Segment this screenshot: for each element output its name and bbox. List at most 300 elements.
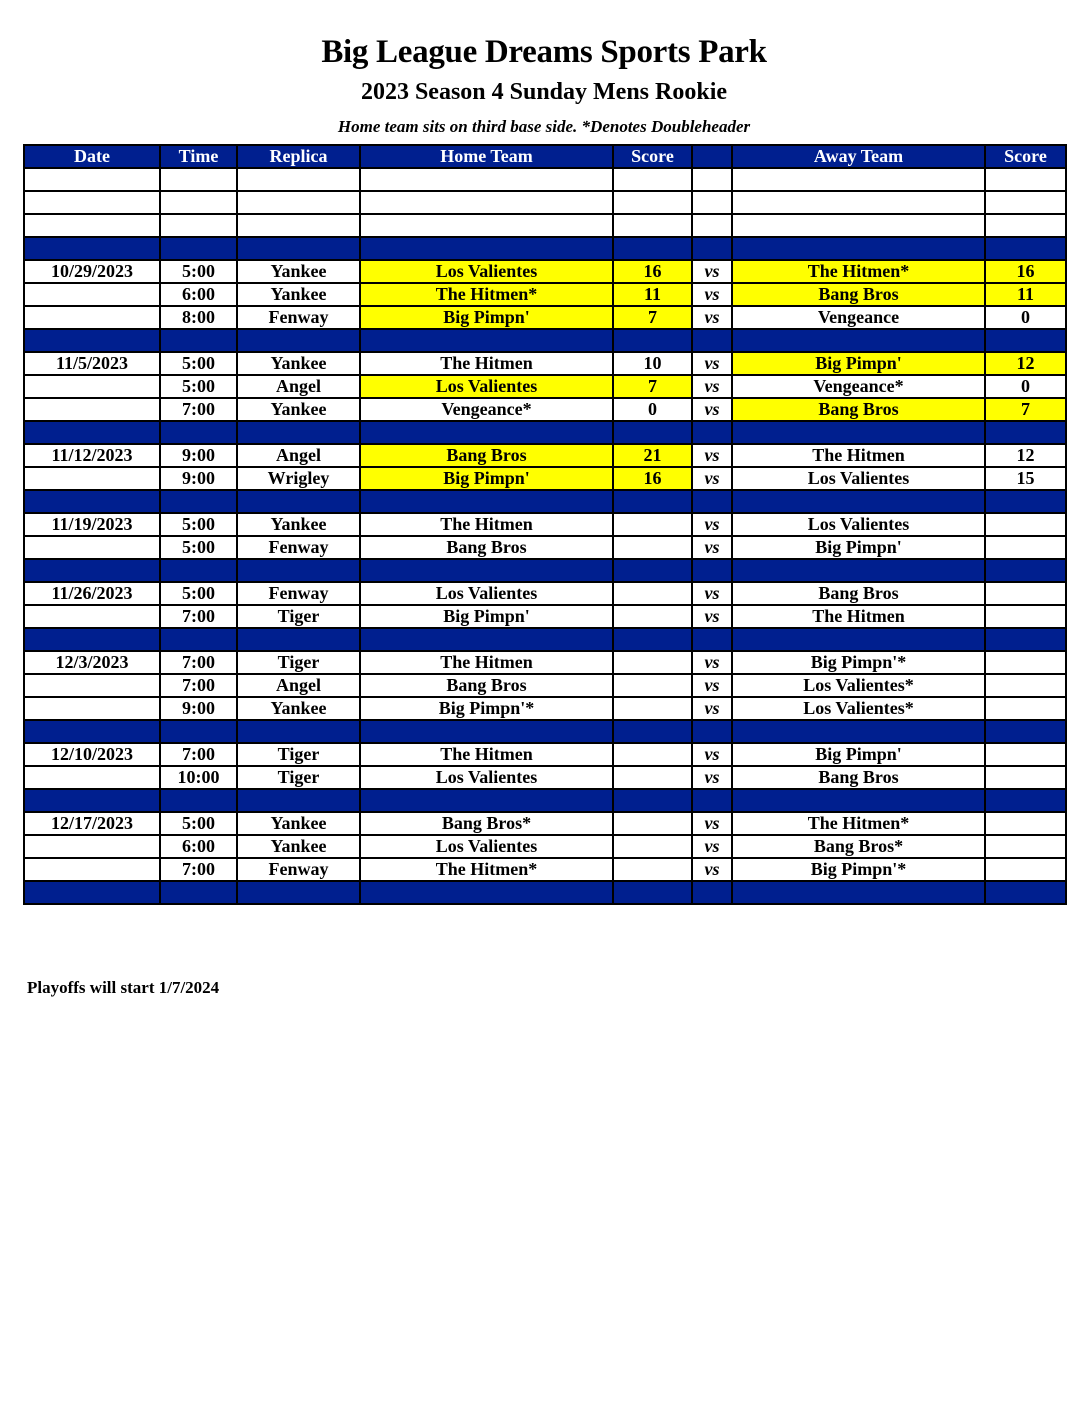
time-cell: 9:00: [160, 444, 237, 467]
vs-cell: vs: [692, 467, 732, 490]
home-score-cell: 0: [613, 398, 692, 421]
away-team-cell: Bang Bros: [732, 766, 985, 789]
separator-cell: [24, 789, 160, 812]
separator-cell: [24, 329, 160, 352]
col-header-home-score: Score: [613, 145, 692, 168]
home-team-cell: Big Pimpn': [360, 306, 613, 329]
game-row: [24, 467, 1066, 490]
home-score-cell: [613, 766, 692, 789]
separator-cell: [985, 628, 1066, 651]
separator-cell: [160, 789, 237, 812]
separator-cell: [692, 421, 732, 444]
away-score-cell: 16: [985, 260, 1066, 283]
home-score-cell: 16: [613, 467, 692, 490]
game-row: [24, 306, 1066, 329]
time-cell: 8:00: [160, 306, 237, 329]
game-row: [24, 743, 1066, 766]
away-team-cell: [732, 191, 985, 214]
separator-cell: [692, 720, 732, 743]
home-team-cell: Los Valientes: [360, 260, 613, 283]
vs-cell: vs: [692, 605, 732, 628]
vs-cell: vs: [692, 398, 732, 421]
replica-cell: Fenway: [237, 582, 360, 605]
vs-cell: vs: [692, 513, 732, 536]
col-header-vs: [692, 145, 732, 168]
away-team-cell: Big Pimpn': [732, 352, 985, 375]
date-cell: [24, 835, 160, 858]
away-score-cell: 12: [985, 352, 1066, 375]
time-cell: 5:00: [160, 375, 237, 398]
time-cell: 6:00: [160, 835, 237, 858]
separator-cell: [985, 881, 1066, 904]
game-row: [24, 214, 1066, 237]
week-separator-row: [24, 421, 1066, 444]
separator-cell: [732, 720, 985, 743]
replica-cell: Tiger: [237, 766, 360, 789]
separator-cell: [237, 490, 360, 513]
away-score-cell: [985, 582, 1066, 605]
separator-cell: [237, 789, 360, 812]
home-team-note: Home team sits on third base side. *Denotes Doubleheader: [337, 117, 751, 136]
home-score-cell: [613, 651, 692, 674]
away-score-cell: 7: [985, 398, 1066, 421]
time-cell: 5:00: [160, 812, 237, 835]
date-cell: [24, 306, 160, 329]
away-score-cell: [985, 743, 1066, 766]
away-team-cell: The Hitmen*: [732, 260, 985, 283]
separator-cell: [985, 329, 1066, 352]
away-team-cell: Big Pimpn'*: [732, 651, 985, 674]
game-row: [24, 605, 1066, 628]
game-row: [24, 398, 1066, 421]
date-cell: 10/29/2023: [24, 260, 160, 283]
vs-cell: vs: [692, 260, 732, 283]
vs-cell: vs: [692, 536, 732, 559]
replica-cell: [237, 191, 360, 214]
separator-cell: [360, 237, 613, 260]
away-team-cell: Los Valientes: [732, 467, 985, 490]
col-header-date: Date: [24, 145, 160, 168]
separator-cell: [613, 237, 692, 260]
separator-cell: [360, 628, 613, 651]
time-cell: 7:00: [160, 605, 237, 628]
vs-cell: vs: [692, 283, 732, 306]
separator-cell: [24, 628, 160, 651]
date-cell: [24, 605, 160, 628]
home-team-cell: Big Pimpn'*: [360, 697, 613, 720]
date-cell: [24, 674, 160, 697]
separator-cell: [360, 329, 613, 352]
away-score-cell: [985, 697, 1066, 720]
separator-cell: [237, 421, 360, 444]
time-cell: 7:00: [160, 398, 237, 421]
vs-cell: [692, 214, 732, 237]
replica-cell: Yankee: [237, 283, 360, 306]
time-cell: 5:00: [160, 260, 237, 283]
away-team-cell: Vengeance: [732, 306, 985, 329]
separator-cell: [24, 490, 160, 513]
separator-cell: [237, 720, 360, 743]
home-team-cell: The Hitmen: [360, 513, 613, 536]
time-cell: 9:00: [160, 697, 237, 720]
week-separator-row: [24, 628, 1066, 651]
replica-cell: Yankee: [237, 398, 360, 421]
separator-cell: [732, 329, 985, 352]
game-row: [24, 651, 1066, 674]
time-cell: 5:00: [160, 536, 237, 559]
separator-cell: [160, 329, 237, 352]
separator-cell: [732, 628, 985, 651]
vs-cell: vs: [692, 835, 732, 858]
home-team-cell: Vengeance*: [360, 398, 613, 421]
separator-cell: [360, 490, 613, 513]
away-team-cell: [732, 168, 985, 191]
separator-cell: [360, 881, 613, 904]
date-cell: 11/19/2023: [24, 513, 160, 536]
vs-cell: vs: [692, 352, 732, 375]
separator-cell: [237, 237, 360, 260]
time-cell: 5:00: [160, 582, 237, 605]
playoffs-note: Playoffs will start 1/7/2024: [27, 978, 220, 997]
separator-cell: [613, 628, 692, 651]
away-score-cell: 11: [985, 283, 1066, 306]
separator-cell: [160, 559, 237, 582]
separator-cell: [237, 881, 360, 904]
date-cell: 12/10/2023: [24, 743, 160, 766]
separator-cell: [24, 559, 160, 582]
week-separator-row: [24, 720, 1066, 743]
away-team-cell: Los Valientes*: [732, 697, 985, 720]
separator-cell: [692, 490, 732, 513]
game-row: [24, 191, 1066, 214]
home-score-cell: [613, 858, 692, 881]
replica-cell: Fenway: [237, 306, 360, 329]
date-cell: [24, 375, 160, 398]
away-team-cell: Bang Bros*: [732, 835, 985, 858]
away-score-cell: 12: [985, 444, 1066, 467]
away-team-cell: [732, 214, 985, 237]
home-team-cell: Los Valientes: [360, 766, 613, 789]
away-score-cell: [985, 536, 1066, 559]
schedule-body: [24, 168, 1066, 904]
away-score-cell: [985, 651, 1066, 674]
away-score-cell: 0: [985, 306, 1066, 329]
home-score-cell: [613, 743, 692, 766]
game-row: [24, 375, 1066, 398]
replica-cell: Fenway: [237, 858, 360, 881]
separator-cell: [985, 559, 1066, 582]
vs-cell: vs: [692, 858, 732, 881]
vs-cell: vs: [692, 651, 732, 674]
separator-cell: [237, 329, 360, 352]
separator-cell: [360, 421, 613, 444]
separator-cell: [985, 421, 1066, 444]
replica-cell: Yankee: [237, 260, 360, 283]
week-separator-row: [24, 329, 1066, 352]
home-team-cell: [360, 191, 613, 214]
vs-cell: vs: [692, 697, 732, 720]
replica-cell: Yankee: [237, 352, 360, 375]
replica-cell: [237, 168, 360, 191]
separator-cell: [613, 559, 692, 582]
date-cell: 12/3/2023: [24, 651, 160, 674]
game-row: [24, 858, 1066, 881]
separator-cell: [237, 628, 360, 651]
separator-cell: [732, 421, 985, 444]
away-score-cell: [985, 766, 1066, 789]
home-score-cell: 16: [613, 260, 692, 283]
week-separator-row: [24, 789, 1066, 812]
home-score-cell: 21: [613, 444, 692, 467]
separator-cell: [160, 881, 237, 904]
replica-cell: Yankee: [237, 513, 360, 536]
separator-cell: [692, 237, 732, 260]
game-row: [24, 260, 1066, 283]
separator-cell: [360, 789, 613, 812]
replica-cell: Tiger: [237, 651, 360, 674]
separator-cell: [613, 720, 692, 743]
separator-cell: [613, 881, 692, 904]
replica-cell: Yankee: [237, 697, 360, 720]
home-score-cell: 7: [613, 375, 692, 398]
away-score-cell: [985, 191, 1066, 214]
home-score-cell: [613, 513, 692, 536]
home-team-cell: Bang Bros: [360, 674, 613, 697]
replica-cell: Angel: [237, 674, 360, 697]
game-row: [24, 513, 1066, 536]
home-team-cell: [360, 214, 613, 237]
time-cell: 7:00: [160, 674, 237, 697]
away-team-cell: The Hitmen*: [732, 812, 985, 835]
replica-cell: Yankee: [237, 835, 360, 858]
replica-cell: [237, 214, 360, 237]
vs-cell: vs: [692, 582, 732, 605]
col-header-away-score: Score: [985, 145, 1066, 168]
separator-cell: [692, 789, 732, 812]
away-team-cell: Bang Bros: [732, 582, 985, 605]
date-cell: 11/12/2023: [24, 444, 160, 467]
date-cell: [24, 766, 160, 789]
replica-cell: Fenway: [237, 536, 360, 559]
vs-cell: vs: [692, 375, 732, 398]
away-team-cell: The Hitmen: [732, 605, 985, 628]
replica-cell: Yankee: [237, 812, 360, 835]
game-row: [24, 835, 1066, 858]
separator-cell: [24, 237, 160, 260]
week-separator-row: [24, 559, 1066, 582]
table-header-row: [24, 145, 1066, 168]
date-cell: [24, 398, 160, 421]
home-team-cell: Los Valientes: [360, 835, 613, 858]
away-score-cell: [985, 168, 1066, 191]
separator-cell: [692, 559, 732, 582]
away-score-cell: [985, 513, 1066, 536]
separator-cell: [237, 559, 360, 582]
away-team-cell: Los Valientes*: [732, 674, 985, 697]
home-score-cell: 7: [613, 306, 692, 329]
date-cell: [24, 168, 160, 191]
date-cell: [24, 697, 160, 720]
game-row: [24, 766, 1066, 789]
game-row: [24, 352, 1066, 375]
replica-cell: Wrigley: [237, 467, 360, 490]
home-score-cell: [613, 812, 692, 835]
home-team-cell: Bang Bros: [360, 444, 613, 467]
vs-cell: vs: [692, 743, 732, 766]
home-team-cell: The Hitmen: [360, 743, 613, 766]
separator-cell: [160, 720, 237, 743]
home-team-cell: The Hitmen*: [360, 858, 613, 881]
game-row: [24, 582, 1066, 605]
away-team-cell: Bang Bros: [732, 398, 985, 421]
col-header-home-team: Home Team: [360, 145, 613, 168]
season-subtitle: 2023 Season 4 Sunday Mens Rookie: [360, 79, 728, 105]
time-cell: 5:00: [160, 513, 237, 536]
away-score-cell: [985, 858, 1066, 881]
separator-cell: [985, 720, 1066, 743]
separator-cell: [613, 490, 692, 513]
home-team-cell: Los Valientes: [360, 582, 613, 605]
separator-cell: [732, 490, 985, 513]
game-row: [24, 697, 1066, 720]
separator-cell: [24, 421, 160, 444]
home-score-cell: [613, 582, 692, 605]
separator-cell: [985, 237, 1066, 260]
away-team-cell: Big Pimpn': [732, 536, 985, 559]
separator-cell: [985, 490, 1066, 513]
home-score-cell: 11: [613, 283, 692, 306]
away-score-cell: 0: [985, 375, 1066, 398]
time-cell: 5:00: [160, 352, 237, 375]
schedule-table: [23, 144, 1067, 905]
date-cell: [24, 283, 160, 306]
col-header-away-team: Away Team: [732, 145, 985, 168]
replica-cell: Tiger: [237, 743, 360, 766]
time-cell: [160, 191, 237, 214]
date-cell: 11/26/2023: [24, 582, 160, 605]
week-separator-row: [24, 881, 1066, 904]
home-score-cell: [613, 191, 692, 214]
separator-cell: [613, 329, 692, 352]
home-score-cell: [613, 536, 692, 559]
vs-cell: [692, 168, 732, 191]
separator-cell: [160, 237, 237, 260]
away-score-cell: [985, 605, 1066, 628]
away-team-cell: Bang Bros: [732, 283, 985, 306]
date-cell: [24, 467, 160, 490]
home-score-cell: [613, 605, 692, 628]
replica-cell: Angel: [237, 444, 360, 467]
separator-cell: [613, 789, 692, 812]
date-cell: 12/17/2023: [24, 812, 160, 835]
separator-cell: [732, 237, 985, 260]
date-cell: [24, 214, 160, 237]
date-cell: 11/5/2023: [24, 352, 160, 375]
separator-cell: [360, 720, 613, 743]
away-score-cell: [985, 674, 1066, 697]
vs-cell: vs: [692, 812, 732, 835]
away-team-cell: Los Valientes: [732, 513, 985, 536]
away-score-cell: [985, 214, 1066, 237]
game-row: [24, 168, 1066, 191]
time-cell: 7:00: [160, 858, 237, 881]
home-team-cell: Big Pimpn': [360, 605, 613, 628]
date-cell: [24, 536, 160, 559]
vs-cell: vs: [692, 444, 732, 467]
time-cell: 6:00: [160, 283, 237, 306]
date-cell: [24, 858, 160, 881]
home-team-cell: The Hitmen*: [360, 283, 613, 306]
week-separator-row: [24, 237, 1066, 260]
away-team-cell: Big Pimpn'*: [732, 858, 985, 881]
col-header-replica: Replica: [237, 145, 360, 168]
home-score-cell: 10: [613, 352, 692, 375]
home-score-cell: [613, 835, 692, 858]
home-team-cell: Big Pimpn': [360, 467, 613, 490]
home-team-cell: The Hitmen: [360, 352, 613, 375]
separator-cell: [360, 559, 613, 582]
time-cell: 9:00: [160, 467, 237, 490]
game-row: [24, 444, 1066, 467]
home-team-cell: [360, 168, 613, 191]
date-cell: [24, 191, 160, 214]
time-cell: 7:00: [160, 651, 237, 674]
game-row: [24, 674, 1066, 697]
away-score-cell: [985, 835, 1066, 858]
time-cell: [160, 214, 237, 237]
game-row: [24, 536, 1066, 559]
home-score-cell: [613, 697, 692, 720]
home-score-cell: [613, 168, 692, 191]
col-header-time: Time: [160, 145, 237, 168]
separator-cell: [160, 628, 237, 651]
home-team-cell: Los Valientes: [360, 375, 613, 398]
vs-cell: [692, 191, 732, 214]
home-score-cell: [613, 214, 692, 237]
home-team-cell: Bang Bros*: [360, 812, 613, 835]
away-score-cell: [985, 812, 1066, 835]
vs-cell: vs: [692, 766, 732, 789]
separator-cell: [692, 329, 732, 352]
game-row: [24, 812, 1066, 835]
home-score-cell: [613, 674, 692, 697]
separator-cell: [985, 789, 1066, 812]
away-team-cell: The Hitmen: [732, 444, 985, 467]
time-cell: 10:00: [160, 766, 237, 789]
separator-cell: [692, 628, 732, 651]
separator-cell: [24, 881, 160, 904]
away-team-cell: Big Pimpn': [732, 743, 985, 766]
separator-cell: [732, 789, 985, 812]
page-title: Big League Dreams Sports Park: [321, 34, 767, 70]
game-row: [24, 283, 1066, 306]
home-team-cell: The Hitmen: [360, 651, 613, 674]
vs-cell: vs: [692, 306, 732, 329]
replica-cell: Tiger: [237, 605, 360, 628]
separator-cell: [613, 421, 692, 444]
time-cell: 7:00: [160, 743, 237, 766]
separator-cell: [732, 559, 985, 582]
separator-cell: [160, 421, 237, 444]
away-score-cell: 15: [985, 467, 1066, 490]
home-team-cell: Bang Bros: [360, 536, 613, 559]
separator-cell: [692, 881, 732, 904]
away-team-cell: Vengeance*: [732, 375, 985, 398]
separator-cell: [24, 720, 160, 743]
time-cell: [160, 168, 237, 191]
separator-cell: [160, 490, 237, 513]
vs-cell: vs: [692, 674, 732, 697]
